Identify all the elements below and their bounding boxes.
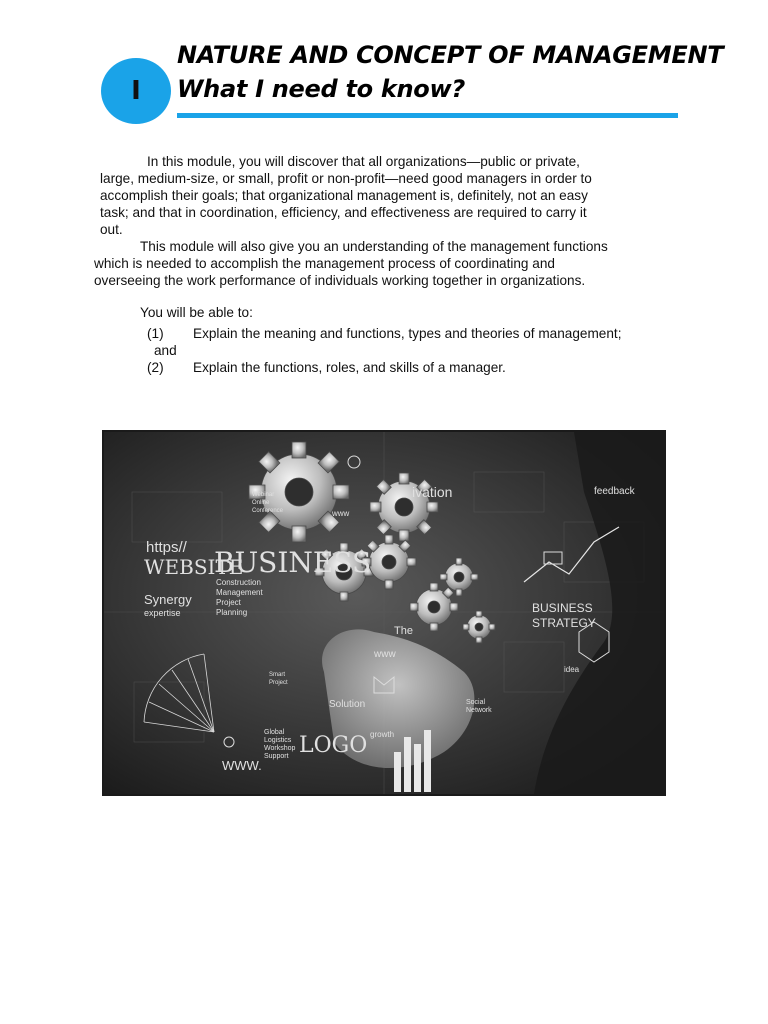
label-growth: growth [370,730,395,739]
label-global-3: Workshop [264,745,296,752]
label-smart-2: Project [269,680,288,686]
label-solution: Solution [329,699,366,710]
label-the: The [394,625,413,637]
label-global-2: Logistics [264,737,292,744]
label-https: https// [146,539,187,556]
label-feedback: feedback [594,486,635,497]
list-number: (2) [147,360,164,375]
module-number: I [131,76,141,106]
text-line: task; and that in coordination, efficiency, and effectiveness are required to carry it [100,205,587,220]
text-line: accomplish their goals; that organizational management is, definitely, not an easy [100,188,588,203]
page-subtitle: What I need to know? [177,75,465,103]
list-item [140,359,621,376]
list-text: and [154,343,177,358]
title-underline [177,113,678,118]
label-webinar-1: Webinar [252,492,275,498]
label-www-1: WWW. [222,758,262,773]
label-website: WEBSITE [144,555,244,579]
label-webinar-3: Conference [252,508,284,514]
label-planning: Planning [216,608,248,617]
label-smart-1: Smart [269,672,286,678]
label-strategy-2: STRATEGY [532,616,596,630]
management-illustration [102,430,666,796]
text-line: In this module, you will discover that all organizations—public or private, [147,154,580,169]
illustration-art [104,432,664,794]
list-item [140,342,621,359]
label-www-2: www [332,509,350,518]
label-www-3: www [374,649,396,660]
label-logo: LOGO [299,733,368,758]
text-line: out. [100,222,123,237]
label-innovation: ivation [412,484,453,500]
list-number: (1) [147,326,164,341]
label-global-1: Global [264,729,285,736]
objectives-lead: You will be able to: [140,305,253,320]
module-number-badge [101,58,171,124]
learning-objectives [140,304,621,376]
text-line: which is needed to accomplish the management process of coordinating and [94,256,555,271]
label-business: BUSINESS [214,546,372,579]
label-social-1: Social [466,699,486,706]
label-webinar-2: Online [252,500,270,506]
label-idea: idea [564,665,580,674]
label-expertise: expertise [144,608,181,618]
label-construction: Construction [216,578,261,587]
label-management: Management [216,588,263,597]
text-line: This module will also give you an understanding of the management functions [140,239,608,254]
list-item [140,325,621,342]
label-social-2: Network [466,707,492,714]
text-line: large, medium-size, or small, profit or non-profit—need good managers in order to [100,171,592,186]
list-text: Explain the meaning and functions, types and theories of management; [193,326,622,341]
label-strategy-1: BUSINESS [532,601,593,615]
list-text: Explain the functions, roles, and skills of a manager. [193,360,506,375]
text-line: overseeing the work performance of individuals working together in organizations. [94,273,586,288]
label-synergy: Synergy [144,592,192,607]
page-title: NATURE AND CONCEPT OF MANAGEMENT [177,41,724,69]
page-heading [177,38,737,106]
label-project: Project [216,598,241,607]
label-global-4: Support [264,753,289,760]
